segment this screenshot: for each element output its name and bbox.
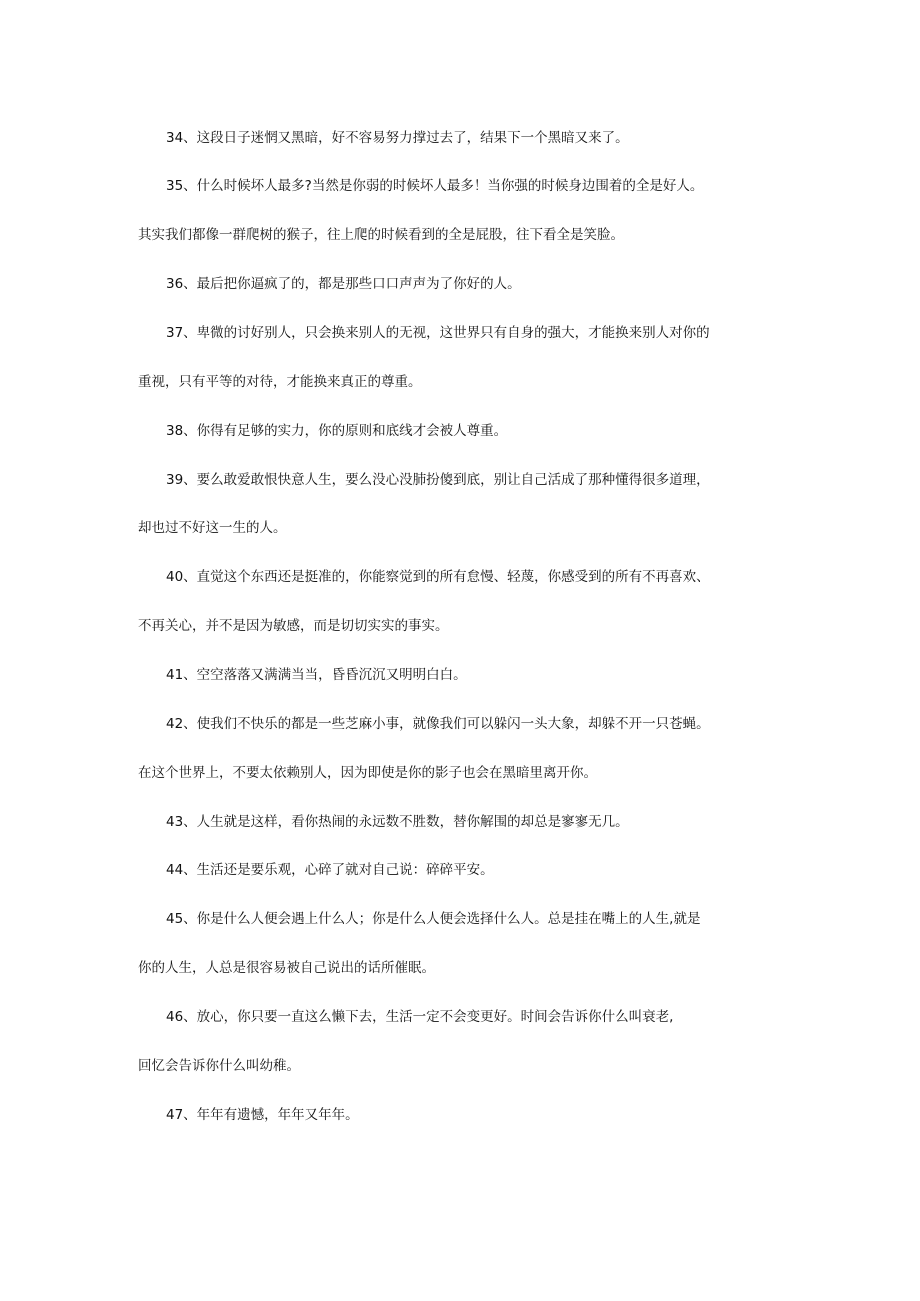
text-line-46: 46、放心，你只要一直这么懒下去，生活一定不会变更好。时间会告诉你什么叫衰老, bbox=[166, 1009, 674, 1025]
text-line-38: 38、你得有足够的实力，你的原则和底线才会被人尊重。 bbox=[166, 423, 508, 439]
text-line-34: 34、这段日子迷惘又黑暗，好不容易努力撑过去了，结果下一个黑暗又来了。 bbox=[166, 130, 629, 146]
text-line-35: 35、什么时候坏人最多?当然是你弱的时候坏人最多！当你强的时候身边围着的全是好人。 bbox=[166, 178, 704, 194]
text-line-45: 45、你是什么人便会遇上什么人；你是什么人便会选择什么人。总是挂在嘴上的人生,就是 bbox=[166, 911, 701, 927]
text-line-35-cont: 其实我们都像一群爬树的猴子，往上爬的时候看到的全是屁股，往下看全是笑脸。 bbox=[138, 227, 624, 243]
text-line-43: 43、人生就是这样，看你热闹的永远数不胜数，替你解围的却总是寥寥无几。 bbox=[166, 814, 629, 830]
text-line-36: 36、最后把你逼疯了的，都是那些口口声声为了你好的人。 bbox=[166, 276, 521, 292]
text-line-40: 40、直觉这个东西还是挺准的，你能察觉到的所有怠慢、轻蔑，你感受到的所有不再喜欢、 bbox=[166, 569, 710, 585]
text-line-42: 42、使我们不快乐的都是一些芝麻小事，就像我们可以躲闪一头大象，却躲不开一只苍蝇。 bbox=[166, 716, 710, 732]
text-line-37: 37、卑微的讨好别人，只会换来别人的无视，这世界只有自身的强大，才能换来别人对你的 bbox=[166, 325, 710, 341]
text-line-39-cont: 却也过不好这一生的人。 bbox=[138, 520, 287, 536]
text-line-45-cont: 你的人生，人总是很容易被自己说出的话所催眠。 bbox=[138, 960, 435, 976]
text-line-47: 47、年年有遗憾，年年又年年。 bbox=[166, 1107, 359, 1123]
text-line-37-cont: 重视，只有平等的对待，才能换来真正的尊重。 bbox=[138, 374, 422, 390]
text-line-44: 44、生活还是要乐观，心碎了就对自己说：碎碎平安。 bbox=[166, 862, 494, 878]
text-line-46-cont: 回忆会告诉你什么叫幼稚。 bbox=[138, 1058, 300, 1074]
text-line-40-cont: 不再关心，并不是因为敏感，而是切切实实的事实。 bbox=[138, 618, 449, 634]
text-line-42-cont: 在这个世界上，不要太依赖别人，因为即使是你的影子也会在黑暗里离开你。 bbox=[138, 765, 597, 781]
text-line-39: 39、要么敢爱敢恨快意人生，要么没心没肺扮傻到底，别让自己活成了那种懂得很多道理， bbox=[166, 472, 710, 488]
text-line-41: 41、空空落落又满满当当，昏昏沉沉又明明白白。 bbox=[166, 667, 467, 683]
